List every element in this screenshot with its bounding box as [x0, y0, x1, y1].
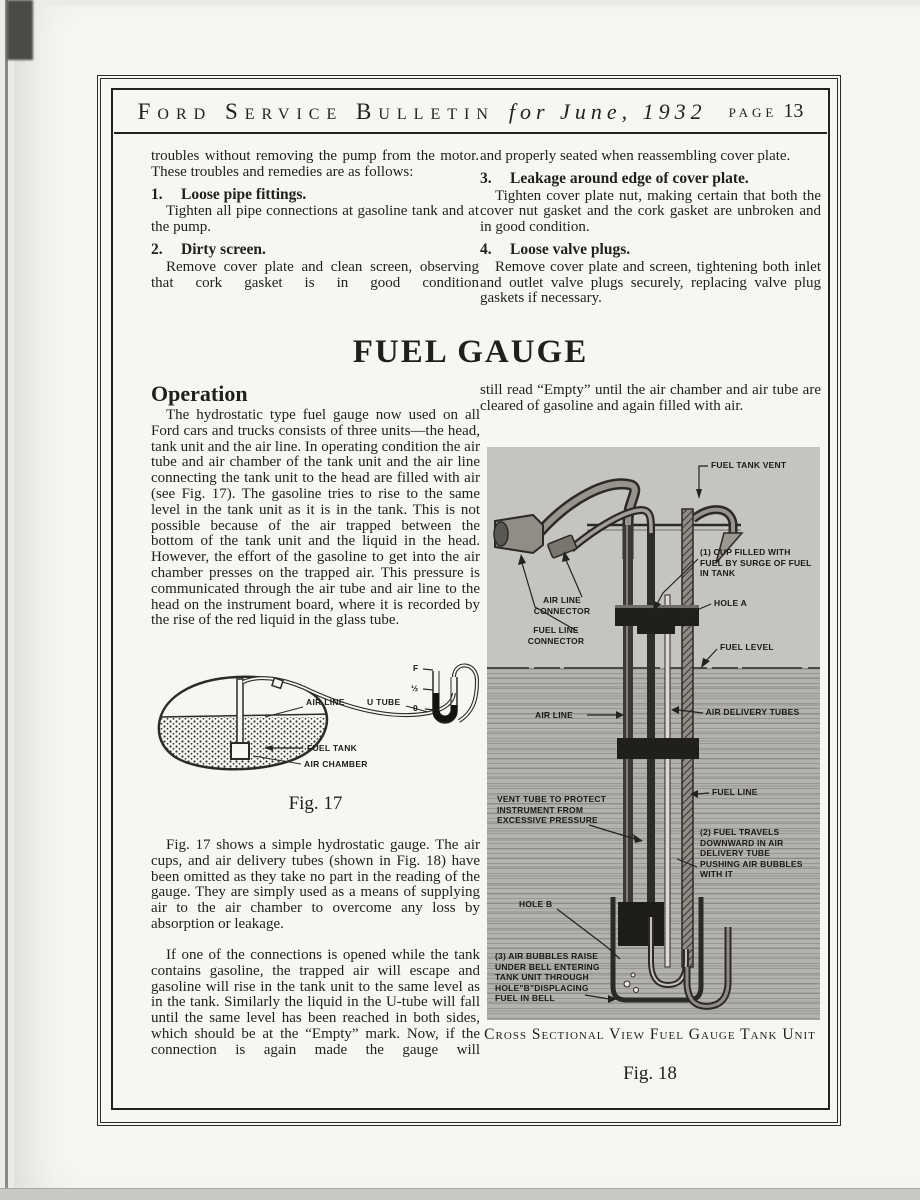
fig17-drawing — [145, 655, 480, 795]
bulletin-title: Ford Service Bulletin — [137, 98, 495, 124]
fig17-full-mark: F — [413, 663, 419, 673]
trouble-item-heading: 2. Dirty screen. — [151, 240, 266, 258]
fig18-hole-b-label: HOLE B — [519, 899, 553, 909]
fig18-number: Fig. 18 — [623, 1063, 677, 1084]
operation-paragraph-1: The hydrostatic type fuel gauge now used on all Ford cars and trucks consists of three units—the head, tank unit and the air line. In operating condition the air tube and air chamber of the tank unit and the air line connecting the tank unit to the head are filled with air (see Fig. 17). The gasoline tries to rise to the same level in the tank unit as it is in the tank. This is not possible because of the air trapped between the bottom of the tank unit and the liquid in the head. However, the effort of the gasoline to get into the air chamber presses on the trapped air. This pressure is communicated through the air tube and air line to the head on the instrument board, where it is recorded by the rise of the red liquid in the glass tube. — [151, 407, 480, 629]
fig18-air-line-connector-label: AIR LINE CONNECTOR — [533, 595, 591, 616]
fig18-fuel-travels-label: (2) FUEL TRAVELS DOWNWARD IN AIR DELIVERY TUBE PUSHING AIR BUBBLES WITH IT — [700, 827, 803, 879]
fig18-fuel-tank-vent-label: FUEL TANK VENT — [711, 460, 787, 470]
fig18-cup-label: (1) CUP FILLED WITH FUEL BY SURGE OF FUEL IN TANK — [700, 547, 812, 578]
fig18-fuel-line-connector-label: FUEL LINE CONNECTOR — [527, 625, 585, 646]
trouble-item-heading: 3. Leakage around edge of cover plate. — [480, 169, 749, 187]
operation-heading: Operation — [151, 381, 248, 406]
fig17-air-line-label: AIR LINE — [306, 697, 345, 707]
trouble-item-body: Tighten all pipe connections at gasoline tank and at the pump. — [151, 203, 479, 236]
fig18-drawing — [487, 447, 820, 1020]
page-word: page — [728, 100, 778, 122]
fig18-air-bubbles-label: (3) AIR BUBBLES RAISE UNDER BELL ENTERING TANK UNIT THROUGH HOLE"B"DISPLACING FUEL IN BELL — [495, 951, 600, 1003]
pump-left-column — [151, 149, 479, 292]
spine-shadow-mark — [7, 0, 33, 60]
fig17-empty-mark: 0 — [413, 703, 418, 713]
fig18-fuel-level-label: FUEL LEVEL — [720, 642, 774, 652]
continuation-paragraph: troubles without removing the pump from the motor. These troubles and remedies are as follows: — [151, 148, 479, 180]
trouble-item-body: Remove cover plate and screen, tightening both inlet and outlet valve plugs securely, replacing valve plug gaskets if necessary. — [480, 258, 821, 307]
continuation-paragraph: and properly seated when reassembling cover plate. — [480, 148, 791, 164]
book-spine-line — [5, 0, 8, 1200]
scan-bottom-edge — [0, 1188, 920, 1200]
fig17-u-tube-label: U TUBE — [367, 697, 401, 707]
figure-18 — [487, 447, 820, 1020]
fig17-half-mark: ½ — [411, 683, 419, 693]
fig17-fuel-tank-label: FUEL TANK — [307, 743, 358, 753]
fig17-air-chamber-label: AIR CHAMBER — [304, 759, 368, 769]
trouble-item-heading: 4. Loose valve plugs. — [480, 240, 631, 258]
page-number: 13 — [783, 100, 804, 122]
fig17-caption: Fig. 17 — [288, 793, 343, 814]
fig18-air-line-label: AIR LINE — [535, 710, 573, 720]
masthead — [114, 91, 827, 134]
bulletin-issue: for June, 1932 — [508, 98, 707, 124]
fig18-air-delivery-tubes-label: AIR DELIVERY TUBES — [705, 707, 800, 717]
operation-paragraph-2: Fig. 17 shows a simple hydrostatic gauge. The air cups, and air delivery tubes (shown in Fig. 18) have been omitted as they take no part in the reading of the gauge. They are simply used as a means of supplying air to the air chamber to overcome any loss by absorption or leakage. — [151, 837, 480, 932]
fig18-vent-tube-label: VENT TUBE TO PROTECT INSTRUMENT FROM EXCESSIVE PRESSURE — [497, 794, 607, 825]
section-title: FUEL GAUGE — [352, 334, 589, 370]
figure-17 — [145, 655, 480, 795]
trouble-item-body: Remove cover plate and clean screen, observing that cork gasket is in good condition — [151, 258, 479, 291]
fig18-caption: Cross Sectional View Fuel Gauge Tank Unit — [484, 1026, 816, 1043]
fig18-fuel-line-label: FUEL LINE — [712, 787, 758, 797]
pump-right-column — [480, 149, 821, 308]
right-continuation-paragraph: still read “Empty” until the air chamber and air tube are cleared of gasoline and again filled with air. — [480, 382, 821, 414]
trouble-item-body: Tighten cover plate nut, making certain that both the cover nut gasket and the cork gasket are unbroken and in good condition. — [480, 187, 821, 236]
operation-paragraph-3: If one of the connections is opened while the tank contains gasoline, the trapped air will escape and gasoline will rise in the tank unit to the same level as in the tank. Similarly the liquid in the U-tube will fall until the same level has been reached in both sides, which should be at the “Empty” mark. Now, if the connection is again made the gauge will — [151, 947, 480, 1058]
trouble-item-heading: 1. Loose pipe fittings. — [151, 185, 307, 203]
fig18-hole-a-label: HOLE A — [714, 598, 747, 608]
